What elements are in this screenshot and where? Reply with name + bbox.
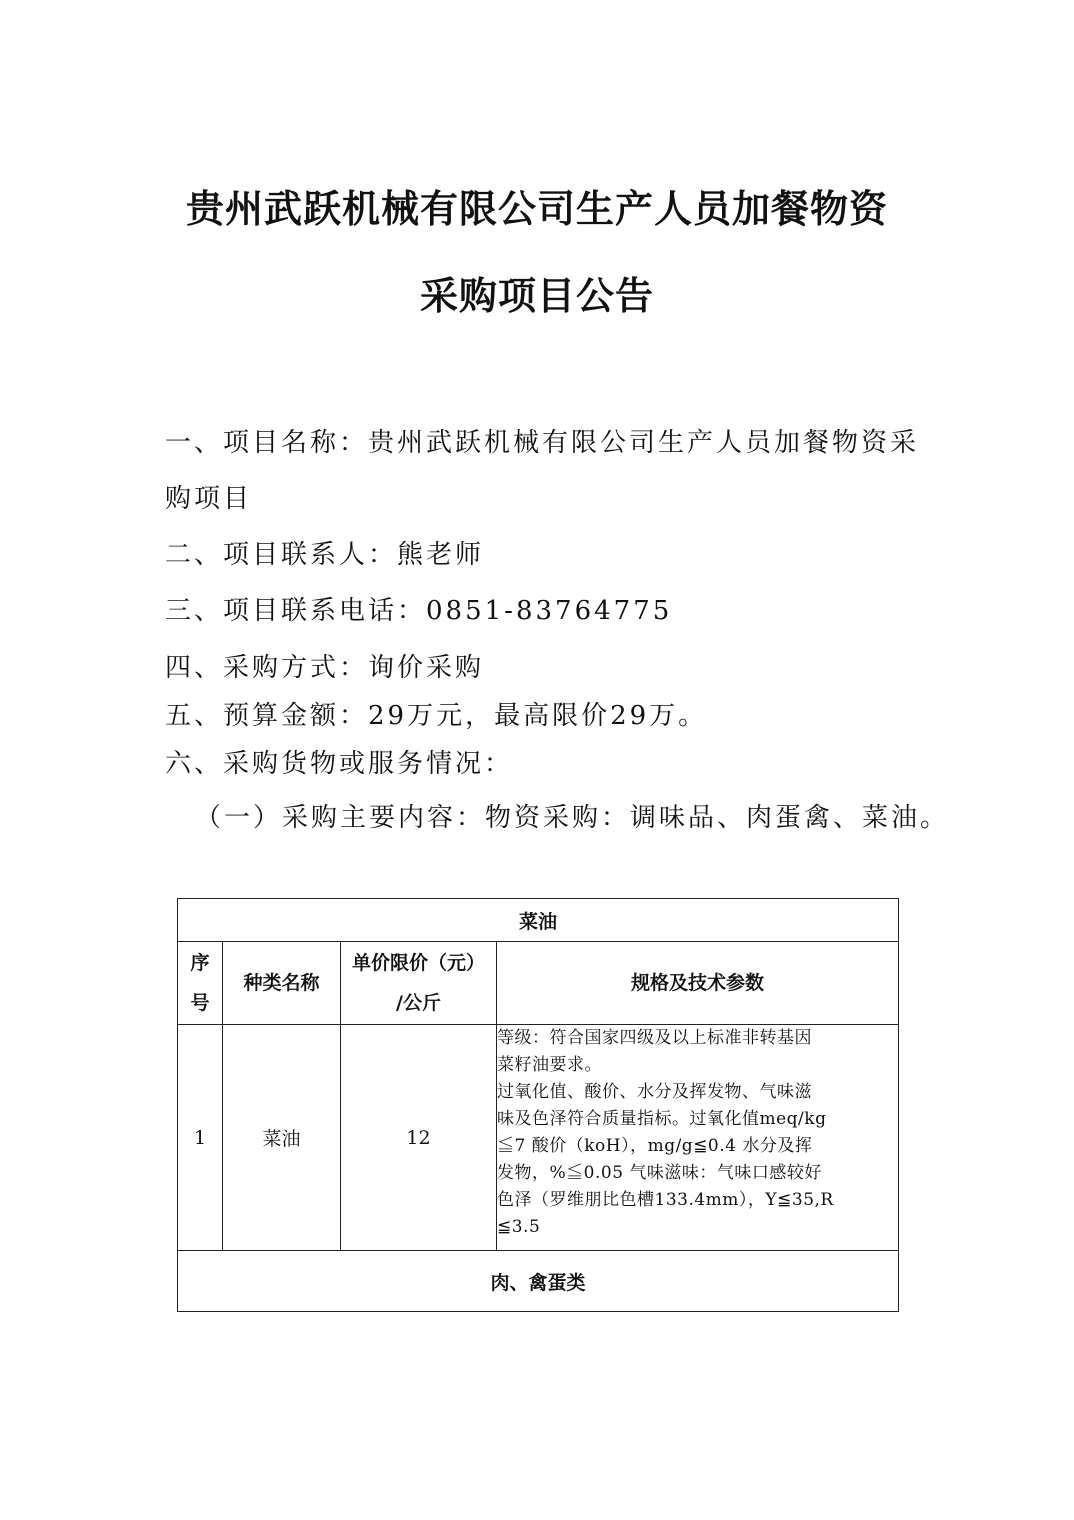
- section-title-oil: 菜油: [178, 899, 899, 942]
- header-price-line1: 单价限价（元）: [351, 952, 485, 974]
- page-title-line1: 贵州武跃机械有限公司生产人员加餐物资: [185, 187, 888, 231]
- main-content: （一）采购主要内容：物资采购：调味品、肉蛋禽、菜油。: [195, 803, 950, 833]
- project-phone: 三、项目联系电话：0851-83764775: [165, 596, 673, 626]
- spec-line: 过氧化值、酸价、水分及挥发物、气味滋: [497, 1082, 812, 1102]
- project-name: 一、项目名称：贵州武跃机械有限公司生产人员加餐物资采: [165, 428, 920, 458]
- spec-line: ≦7 酸价（koH），mg/g≦0.4 水分及挥: [497, 1136, 813, 1156]
- table-section-header: [178, 899, 899, 942]
- spec-line: 色泽（罗维朋比色槽133.4mm），Y≦35,R: [497, 1190, 834, 1210]
- header-name: 种类名称: [223, 942, 341, 1025]
- header-no-line1: 序: [190, 952, 210, 974]
- table-section-header: [178, 1251, 899, 1312]
- header-price: [341, 942, 497, 1025]
- spec-line: 等级：符合国家四级及以上标准非转基因: [497, 1028, 812, 1048]
- section-title-meat-eggs: 肉、禽蛋类: [178, 1251, 899, 1312]
- header-no: [178, 942, 223, 1025]
- procurement-method: 四、采购方式：询价采购: [165, 653, 485, 683]
- cell-no: 1: [178, 1025, 223, 1251]
- page-title-line2: 采购项目公告: [419, 274, 654, 318]
- cell-name: 菜油: [223, 1025, 341, 1251]
- goods-services-heading: 六、采购货物或服务情况：: [165, 749, 514, 779]
- table-header-row: [178, 942, 899, 1025]
- cell-price: 12: [341, 1025, 497, 1251]
- spec-line: 味及色泽符合质量指标。过氧化值meq/kg: [497, 1109, 827, 1129]
- header-price-line2: /公斤: [396, 992, 441, 1014]
- project-name-continued: 购项目: [165, 484, 253, 514]
- header-spec: 规格及技术参数: [497, 942, 899, 1025]
- header-no-line2: 号: [190, 992, 210, 1014]
- spec-line: ≦3.5: [497, 1217, 541, 1237]
- budget-amount: 五、预算金额：29万元，最高限价29万。: [165, 701, 708, 731]
- project-contact: 二、项目联系人：熊老师: [165, 540, 485, 570]
- spec-line: 发物，%≦0.05 气味滋味：气味口感较好: [497, 1163, 822, 1183]
- cell-spec: [497, 1025, 899, 1251]
- spec-line: 菜籽油要求。: [497, 1055, 602, 1075]
- spec-table: [177, 898, 899, 1312]
- table-row: [178, 1025, 899, 1251]
